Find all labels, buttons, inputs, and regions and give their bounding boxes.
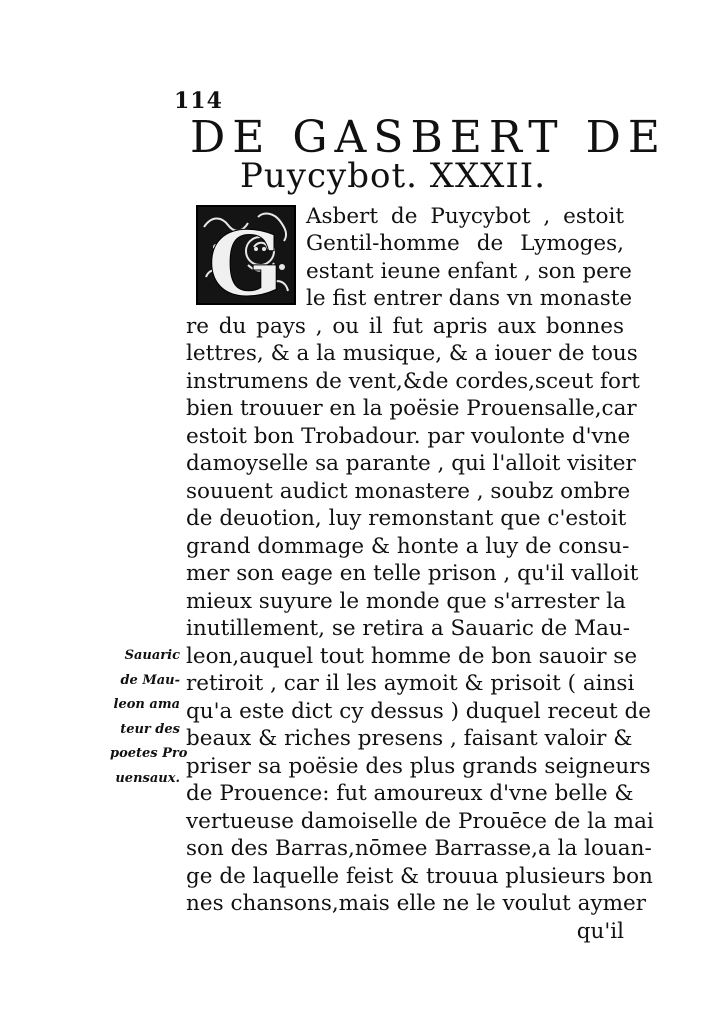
text-line: ge de laquelle feist & trouua plusieurs bon [186, 864, 653, 889]
margin-note-line: leon ama [113, 697, 180, 712]
text-line: instrumens de vent,&de cordes,sceut fort [186, 369, 640, 394]
text-line: qu'a este dict cy dessus ) duquel receut de [186, 699, 652, 724]
text-line: inutillement, se retira a Sauaric de Mau- [186, 616, 631, 641]
text-line: nes chansons,mais elle ne le voulut aymer [186, 891, 646, 916]
margin-note-line: poetes Pro [110, 746, 188, 761]
text-line: mer son eage en telle prison , qu'il valloit [186, 561, 639, 586]
text-line: de deuotion, luy remonstant que c'estoit [186, 506, 627, 531]
text-line: priser sa poësie des plus grands seigneurs [186, 754, 651, 779]
text-line: le fist entrer dans vn monaste [306, 286, 633, 311]
text-line: grand dommage & honte a luy de consu- [186, 534, 630, 559]
margin-note-line: uensaux. [115, 770, 180, 786]
text-line: mieux suyure le monde que s'arrester la [186, 589, 626, 614]
text-line: damoyselle sa parante , qui l'alloit visiter [186, 451, 636, 476]
text-line: son des Barras,nōmee Barrasse,a la louan- [186, 836, 652, 861]
text-line: re du pays , ou il fut apris aux bonnes [186, 314, 624, 339]
text-line: leon,auquel tout homme de bon sauoir se [186, 644, 638, 669]
text-line: vertueuse damoiselle de Prouēce de la mai [186, 809, 654, 834]
page-number: 114 [174, 88, 223, 114]
ornament-icon [198, 207, 294, 303]
text-line: Asbert de Puycybot , estoit [306, 204, 624, 229]
catchword: qu'il [576, 919, 624, 944]
text-line: Gentil-homme de Lymoges, [306, 231, 624, 256]
chapter-title-line-2: Puycybot. XXXII. [240, 156, 547, 196]
decorated-initial-g [196, 205, 296, 305]
svg-text:G: G [208, 212, 284, 303]
text-line: de Prouence: fut amoureux d'vne belle & [186, 781, 634, 806]
text-line: retiroit , car il les aymoit & prisoit ( ainsi [186, 671, 635, 696]
text-line: beaux & riches presens , faisant valoir & [186, 726, 633, 751]
text-line: estoit bon Trobadour. par voulonte d'vne [186, 424, 631, 449]
text-line: estant ieune enfant , son pere [306, 259, 632, 284]
text-line: souuent audict monastere , soubz ombre [186, 479, 631, 504]
margin-note [110, 644, 188, 791]
margin-note-line: teur des [120, 721, 180, 737]
text-line: lettres, & a la musique, & a iouer de tous [186, 341, 638, 366]
margin-note-line: Sauaric [124, 648, 180, 663]
chapter-title-line-1: DE GASBERT DE [190, 112, 667, 163]
text-line: bien trouuer en la poësie Prouensalle,car [186, 396, 637, 421]
margin-note-line: de Mau- [120, 672, 180, 688]
